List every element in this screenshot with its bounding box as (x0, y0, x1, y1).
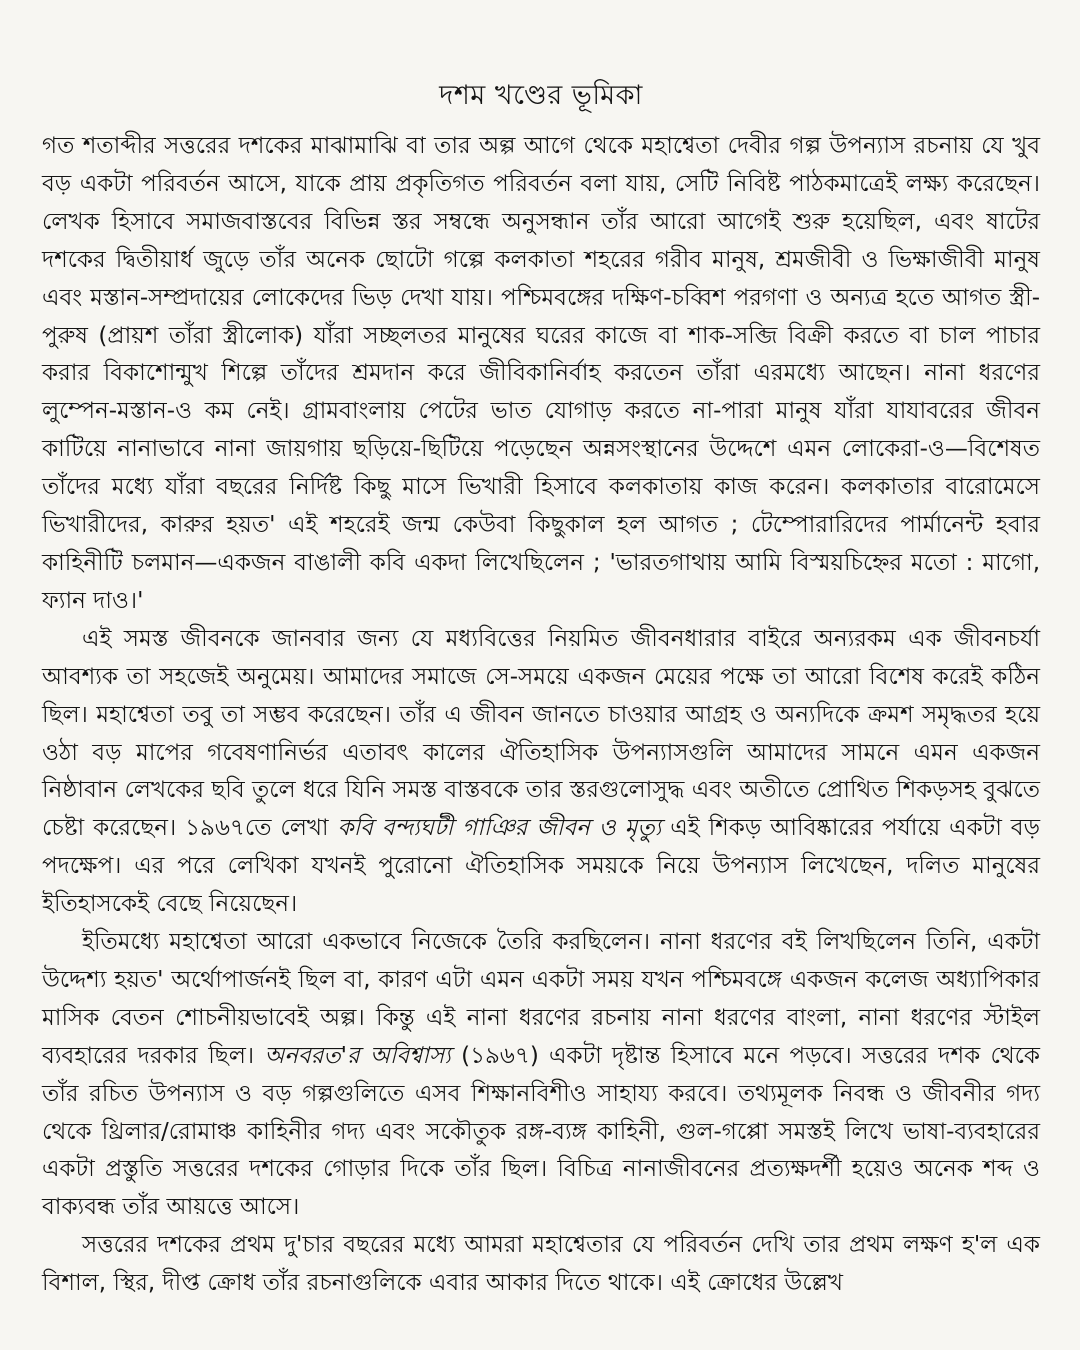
paragraph-2-text: এই সমস্ত জীবনকে জানবার জন্য যে মধ্যবিত্তের নিয়মিত জীবনধারার বাইরে অন্যরকম এক জীবনচর্যা আবশ্যক তা সহজেই অনুমেয়। আমাদের সমাজে সে-সময়ে একজন মেয়ের পক্ষে তা আরো বিশেষ করেই কঠিন ছিল। মহাশ্বেতা তবু তা সম্ভব করেছেন। তাঁর এ জীবন জানতে চাওয়ার আগ্রহ ও অন্যদিকে ক্রমশ সমৃদ্ধতর হয়ে ওঠা বড় মাপের গবেষণানির্ভর এতাবৎ কালের ঐতিহাসিক উপন্যাসগুলি আমাদের সামনে এমন একজন নিষ্ঠাবান লেখকের ছবি তুলে ধরে যিনি সমস্ত বাস্তবকে তার স্তরগুলোসুদ্ধ এবং অতীতে প্রোথিত শিকড়সহ বুঝতে চেষ্টা করেছেন। ১৯৬৭তে লেখা (42, 625, 1040, 842)
paragraph-3-text-cont: (১৯৬৭) একটা দৃষ্টান্ত হিসাবে মনে পড়বে। সত্তরের দশক থেকে তাঁর রচিত উপন্যাস ও বড় গল্পগুলিতে এসব শিক্ষানবিশীও সাহায্য করবে। তথ্যমূলক নিবন্ধ ও জীবনীর গদ্য থেকে থ্রিলার/রোমাঞ্চ কাহিনীর গদ্য এবং সকৌতুক রঙ্গ-ব্যঙ্গ কাহিনী, গুল-গপ্পো সমস্তই লিখে ভাষা-ব্যবহারের একটা প্রস্তুতি সত্তরের দশকের গোড়ার দিকে তাঁর ছিল। বিচিত্র নানাজীবনের প্রত্যক্ষদর্শী হয়েও অনেক শব্দ ও বাক্যবন্ধ তাঁর আয়ত্তে আসে। (42, 1042, 1041, 1221)
paragraph-2-text-cont: এই শিকড় আবিষ্কারের পর্যায়ে একটা বড় পদক্ষেপ। এর পরে লেখিকা যখনই পুরোনো ঐতিহাসিক সময়কে নিয়ে উপন্যাস লিখেছেন, দলিত মানুষের ইতিহাসকেই বেছে নিয়েছেন। (42, 815, 1040, 918)
paragraph-2 (42, 621, 1040, 924)
paragraph-4-text: সত্তরের দশকের প্রথম দু'চার বছরের মধ্যে আমরা মহাশ্বেতার যে পরিবর্তন দেখি তার প্রথম লক্ষণ হ'ল এক বিশাল, স্থির, দীপ্ত ক্রোধ তাঁর রচনাগুলিকে এবার আকার দিতে থাকে। এই ক্রোধের উল্লেখ (42, 1232, 1040, 1297)
paragraph-1-text: গত শতাব্দীর সত্তরের দশকের মাঝামাঝি বা তার অল্প আগে থেকে মহাশ্বেতা দেবীর গল্প উপন্যাস রচনায় যে খুব বড় একটা পরিবর্তন আসে, যাকে প্রায় প্রকৃতিগত পরিবর্তন বলা যায়, সেটি নিবিষ্ট পাঠকমাত্রেই লক্ষ্য করেছেন। লেখক হিসাবে সমাজবাস্তবের বিভিন্ন স্তর সম্বন্ধে অনুসন্ধান তাঁর আরো আগেই শুরু হয়েছিল, এবং ষাটের দশকের দ্বিতীয়ার্ধ জুড়ে তাঁর অনেক ছোটো গল্পে কলকাতা শহরের গরীব মানুষ, শ্রমজীবী ও ভিক্ষাজীবী মানুষ এবং মস্তান-সম্প্রদায়ের লোকেদের ভিড় দেখা যায়। পশ্চিমবঙ্গের দক্ষিণ-চব্বিশ পরগণা ও অন্যত্র হতে আগত স্ত্রী-পুরুষ (প্রায়শ তাঁরা স্ত্রীলোক) যাঁরা সচ্ছলতর মানুষের ঘরের কাজে বা শাক-সব্জি বিক্রী করতে বা চাল পাচার করার বিকাশোন্মুখ শিল্পে তাঁদের শ্রমদান করে জীবিকানির্বাহ করতেন তাঁরা এরমধ্যে আছেন। নানা ধরণের লুম্পেন-মস্তান-ও কম নেই। গ্রামবাংলায় পেটের ভাত যোগাড় করতে না-পারা মানুষ যাঁরা যাযাবরের জীবন কাটিয়ে নানাভাবে নানা জায়গায় ছড়িয়ে-ছিটিয়ে পড়েছেন অন্নসংস্থানের উদ্দেশে এমন লোকেরা-ও—বিশেষত তাঁদের মধ্যে যাঁরা বছরের নির্দিষ্ট কিছু মাসে ভিখারী হিসাবে কলকাতায় কাজ করেন। কলকাতার বারোমেসে ভিখারীদের, কারুর হয়ত' এই শহরেই জন্ম কেউবা কিছুকাল হল আগত ; টেম্পোরারিদের পার্মানেন্ট হবার কাহিনীটি চলমান—একজন বাঙালী কবি একদা লিখেছিলেন ; 'ভারতগাথায় আমি বিস্ময়চিহ্নের মতো : মাগো, ফ্যান দাও।' (42, 133, 1040, 614)
book-title-kobi-bandyaghoti: কবি বন্দ্যঘটী গাঞির জীবন ও মৃত্যু (337, 815, 662, 842)
paragraph-4 (42, 1227, 1040, 1303)
page-title: দশম খণ্ডের ভূমিকা (439, 80, 643, 111)
paragraph-3 (42, 924, 1040, 1227)
book-title-anabarata: অনবরত'র অবিশ্বাস্য (264, 1042, 451, 1069)
paragraph-3-text: ইতিমধ্যে মহাশ্বেতা আরো একভাবে নিজেকে তৈরি করছিলেন। নানা ধরণের বই লিখছিলেন তিনি, একটা উদ্দেশ্য হয়ত' অর্থোপার্জনই ছিল বা, কারণ এটা এমন একটা সময় যখন পশ্চিমবঙ্গে একজন কলেজ অধ্যাপিকার মাসিক বেতন শোচনীয়ভাবেই অল্প। কিন্তু এই নানা ধরণের রচনায় নানা ধরণের বাংলা, নানা ধরণের স্টাইল ব্যবহারের দরকার ছিল। (42, 929, 1040, 1069)
paragraph-1 (42, 128, 1040, 621)
